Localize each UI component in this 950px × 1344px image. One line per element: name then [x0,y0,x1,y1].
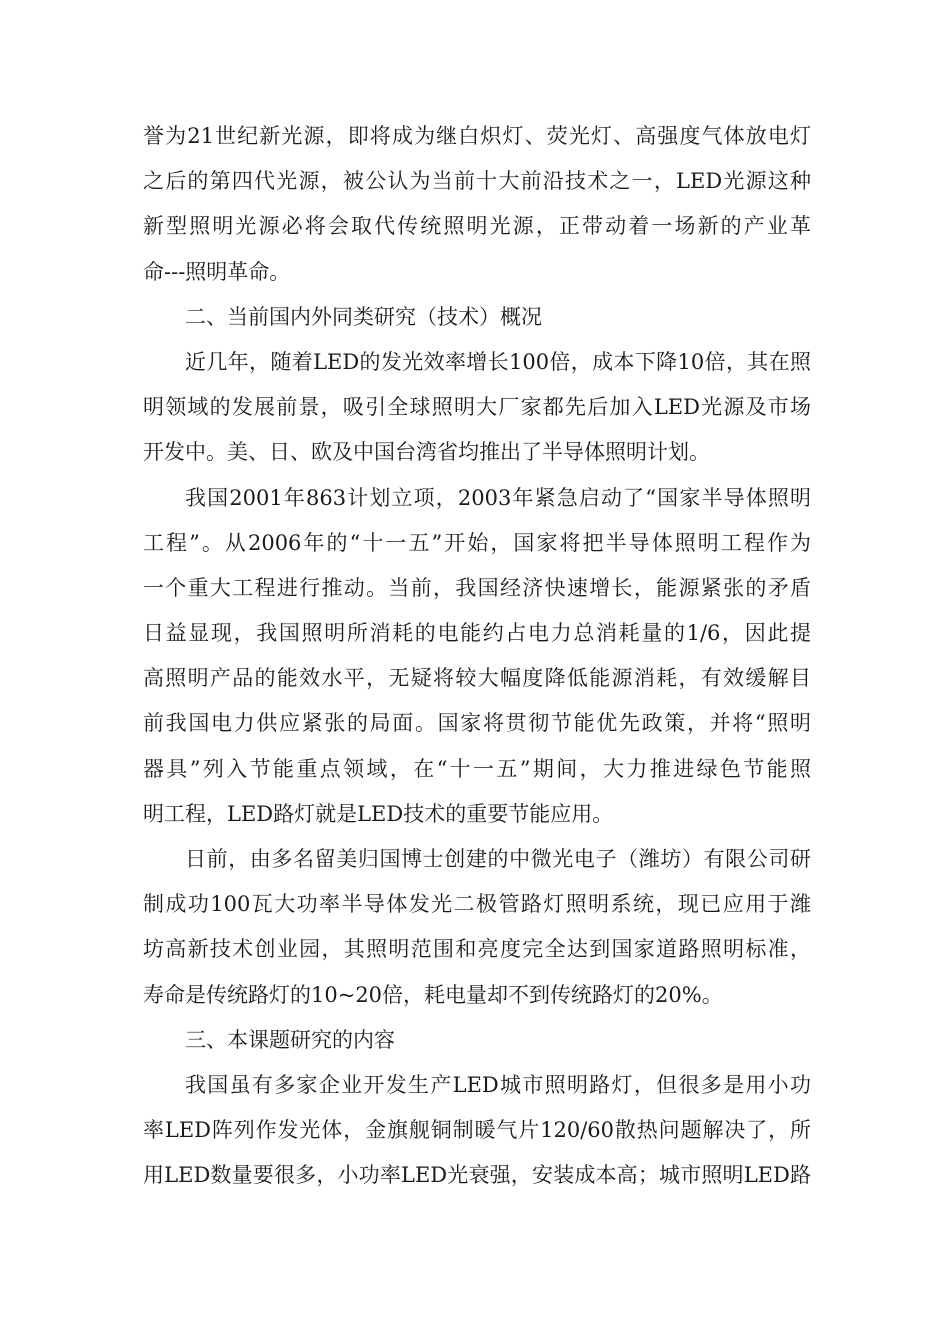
text-line: 明领域的发展前景，吸引全球照明大厂家都先后加入LED光源及市场 [143,395,811,420]
text-line: 近几年，随着LED的发光效率增长100倍，成本下降10倍，其在照 [185,349,811,374]
text-line: 制成功100瓦大功率半导体发光二极管路灯照明系统，现已应用于潍 [143,892,811,917]
text-line: 之后的第四代光源，被公认为当前十大前沿技术之一，LED光源这种 [143,169,811,194]
text-line: 高照明产品的能效水平，无疑将较大幅度降低能源消耗，有效缓解目 [143,666,811,691]
text-line: 坊高新技术创业园，其照明范围和亮度完全达到国家道路照明标准， [143,937,811,962]
text-line: 开发中。美、日、欧及中国台湾省均推出了半导体照明计划。 [143,440,710,465]
text-line: 一个重大工程进行推动。当前，我国经济快速增长，能源紧张的矛盾 [143,575,811,600]
paragraph-weifang-company [143,837,811,1018]
heading-section-three: 三、本课题研究的内容 [185,1027,395,1052]
document-body [143,114,811,1199]
paragraph-research-content [143,1063,811,1199]
text-line: 工程”。从2006年的“十一五”开始，国家将把半导体照明工程作为 [143,530,811,555]
paragraph-national-program [143,476,811,838]
paragraph-led-efficiency [143,340,811,476]
text-line: 誉为21世纪新光源，即将成为继白炽灯、荧光灯、高强度气体放电灯 [143,124,811,148]
text-line: 新型照明光源必将会取代传统照明光源，正带动着一场新的产业革 [143,214,811,239]
paragraph-intro-continued [143,114,811,295]
text-line: 明工程，LED路灯就是LED技术的重要节能应用。 [143,801,614,826]
text-line: 我国2001年863计划立项，2003年紧急启动了“国家半导体照明 [185,485,811,510]
text-line: 前我国电力供应紧张的局面。国家将贯彻节能优先政策，并将“照明 [143,711,811,736]
text-line: 寿命是传统路灯的10~20倍，耗电量却不到传统路灯的20%。 [143,982,723,1007]
text-line: 我国虽有多家企业开发生产LED城市照明路灯，但很多是用小功 [185,1072,811,1097]
text-line: 日前，由多名留美归国博士创建的中微光电子（潍坊）有限公司研 [185,847,811,871]
text-line: 命---照明革命。 [143,259,291,284]
text-line: 率LED阵列作发光体，金旗舰铜制暖气片120/60散热问题解决了，所 [143,1118,811,1143]
text-line: 日益显现，我国照明所消耗的电能约占电力总消耗量的1/6，因此提 [143,621,811,646]
heading-section-two: 二、当前国内外同类研究（技术）概况 [185,304,542,329]
text-line: 用LED数量要很多，小功率LED光衰强，安装成本高；城市照明LED路 [143,1163,811,1188]
text-line: 器具”列入节能重点领域，在“十一五”期间，大力推进绿色节能照 [143,756,811,781]
